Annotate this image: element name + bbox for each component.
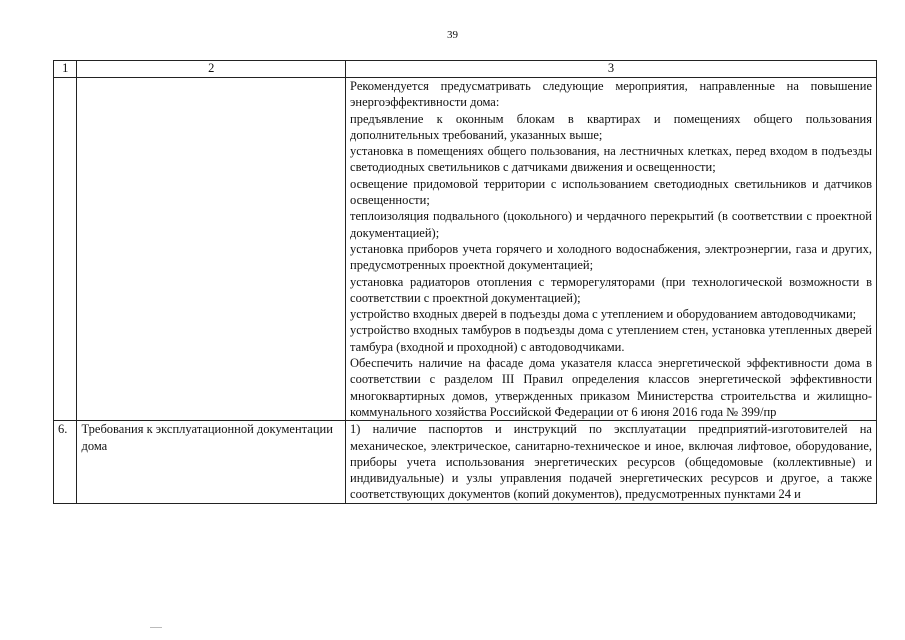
row-content [346,421,877,503]
paragraph: Обеспечить наличие на фасаде дома указателя класса энергетической эффективности дома в соответствии с разделом III Правил определения классов энергетической эффективности многоквартирных домов, утвержденных приказом Министерства строительства и жилищно-коммунального хозяйства Российской Федерации от 6 июня 2016 года № 399/пр [350,356,872,419]
table-row [54,78,877,421]
row-title [77,78,346,421]
paragraph: 1) наличие паспортов и инструкций по эксплуатации предприятий-изготовителей на механическое, электрическое, санитарно-техническое и иное, включая лифтовое, оборудование, приборы учета использования энергетических ресурсов (общедомовые (коллективные) и индивидуальные) и узлы управления подачей энергетических ресурсов и другое, а также соответствующих документов (копий документов), предусмотренных пунктами 24 и [350,422,872,502]
paragraph: предъявление к оконным блокам в квартирах и помещениях общего пользования дополнительных требований, указанных выше; [350,111,872,142]
header-col-2: 2 [77,61,346,78]
paragraph: Рекомендуется предусматривать следующие мероприятия, направленные на повышение энергоэффективности дома: [350,79,872,110]
paragraph: теплоизоляция подвального (цокольного) и чердачного перекрытий (в соответствии с проектной документацией); [350,209,872,240]
paragraph: установка приборов учета горячего и холодного водоснабжения, электроэнергии, газа и других, предусмотренных проектной документацией; [350,241,872,273]
row-number [54,78,77,421]
header-col-1: 1 [54,61,77,78]
scan-mark [150,627,162,628]
row-title: Требования к эксплуатационной документации дома [77,421,346,503]
paragraph: освещение придомовой территории с использованием светодиодных светильников и датчиков освещенности; [350,176,872,208]
page-number: 39 [447,29,458,41]
row-content [346,78,877,421]
row-number: 6. [54,421,77,503]
header-col-3: 3 [346,61,877,78]
paragraph: устройство входных тамбуров в подъезды дома с утеплением стен, установка утепленных дверей тамбура (входной и проходной) с автодоводчиками. [350,323,872,354]
paragraph: установка в помещениях общего пользования, на лестничных клетках, перед входом в подъезды светодиодных светильников с датчиками движения и освещенности; [350,144,872,175]
table-row [54,421,877,503]
paragraph: устройство входных дверей в подъезды дома с утеплением и оборудованием автодоводчиками; [350,307,857,322]
table-header-row [54,61,877,78]
requirements-table [53,60,877,504]
paragraph: установка радиаторов отопления с терморегуляторами (при технологической возможности в соответствии с проектной документацией); [350,274,872,305]
